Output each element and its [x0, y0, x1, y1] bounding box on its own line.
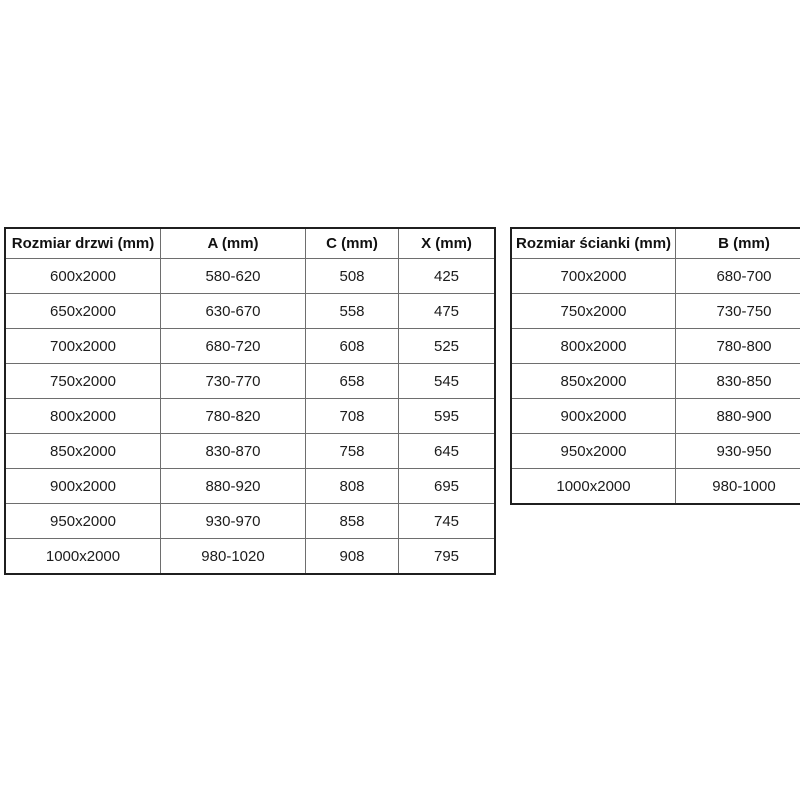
door-dimensions-table	[4, 227, 496, 575]
header-row	[511, 228, 800, 259]
header-row	[5, 228, 495, 259]
table-row	[5, 539, 495, 575]
table-row	[5, 259, 495, 294]
table-cell: 930-970	[161, 504, 306, 539]
table-cell: 650x2000	[5, 294, 161, 329]
table-cell: 930-950	[676, 434, 800, 469]
table-cell: 608	[306, 329, 399, 364]
column-header: Rozmiar ścianki (mm)	[511, 228, 676, 259]
table-cell: 730-750	[676, 294, 800, 329]
table-cell: 908	[306, 539, 399, 575]
column-header: B (mm)	[676, 228, 800, 259]
table-cell: 880-900	[676, 399, 800, 434]
table-cell: 600x2000	[5, 259, 161, 294]
table-cell: 545	[399, 364, 496, 399]
table-cell: 645	[399, 434, 496, 469]
table-row	[511, 259, 800, 294]
table-cell: 695	[399, 469, 496, 504]
table-cell: 475	[399, 294, 496, 329]
table-cell: 700x2000	[511, 259, 676, 294]
table-cell: 808	[306, 469, 399, 504]
table-row	[511, 364, 800, 399]
table-row	[5, 399, 495, 434]
table-row	[5, 294, 495, 329]
table-row	[511, 294, 800, 329]
column-header: A (mm)	[161, 228, 306, 259]
table-cell: 750x2000	[511, 294, 676, 329]
table-cell: 880-920	[161, 469, 306, 504]
table-cell: 558	[306, 294, 399, 329]
table-cell: 830-870	[161, 434, 306, 469]
table-cell: 745	[399, 504, 496, 539]
table-cell: 630-670	[161, 294, 306, 329]
column-header: X (mm)	[399, 228, 496, 259]
table-cell: 730-770	[161, 364, 306, 399]
table-cell: 800x2000	[5, 399, 161, 434]
table-row	[5, 329, 495, 364]
table-row	[5, 504, 495, 539]
table-row	[511, 329, 800, 364]
table-row	[511, 469, 800, 505]
table-cell: 795	[399, 539, 496, 575]
table-cell: 758	[306, 434, 399, 469]
table-cell: 425	[399, 259, 496, 294]
table-cell: 658	[306, 364, 399, 399]
table-row	[5, 469, 495, 504]
table-cell: 595	[399, 399, 496, 434]
table-cell: 900x2000	[511, 399, 676, 434]
table-row	[511, 434, 800, 469]
table-cell: 950x2000	[5, 504, 161, 539]
column-header: C (mm)	[306, 228, 399, 259]
table-cell: 900x2000	[5, 469, 161, 504]
table-cell: 508	[306, 259, 399, 294]
table-cell: 700x2000	[5, 329, 161, 364]
table-cell: 780-820	[161, 399, 306, 434]
table-row	[5, 434, 495, 469]
table-cell: 850x2000	[5, 434, 161, 469]
table-cell: 850x2000	[511, 364, 676, 399]
table-cell: 580-620	[161, 259, 306, 294]
table-cell: 1000x2000	[511, 469, 676, 505]
table-cell: 780-800	[676, 329, 800, 364]
table-row	[5, 364, 495, 399]
table-cell: 800x2000	[511, 329, 676, 364]
table-cell: 980-1000	[676, 469, 800, 505]
table-row	[511, 399, 800, 434]
table-cell: 1000x2000	[5, 539, 161, 575]
table-cell: 750x2000	[5, 364, 161, 399]
table-cell: 708	[306, 399, 399, 434]
table-cell: 830-850	[676, 364, 800, 399]
table-cell: 950x2000	[511, 434, 676, 469]
table-cell: 680-720	[161, 329, 306, 364]
table-cell: 680-700	[676, 259, 800, 294]
table-cell: 980-1020	[161, 539, 306, 575]
wall-panel-dimensions-table	[510, 227, 800, 505]
table-cell: 525	[399, 329, 496, 364]
table-cell: 858	[306, 504, 399, 539]
column-header: Rozmiar drzwi (mm)	[5, 228, 161, 259]
